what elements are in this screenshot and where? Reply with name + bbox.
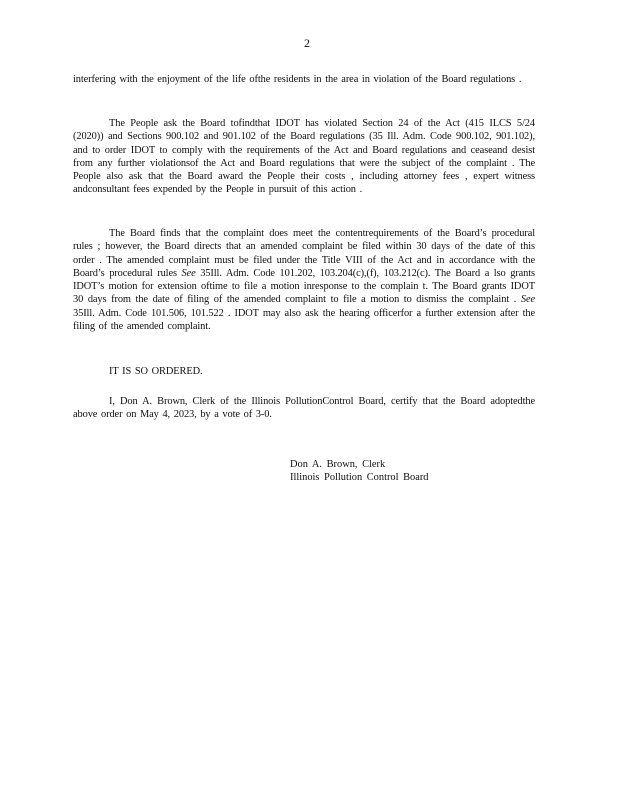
signature-block: [290, 458, 429, 485]
board-finding-text: [73, 227, 535, 333]
board-finding-text-part-3: 35Ill. Adm. Code 101.506, 101.522 . IDOT may also ask the hearing officerfor a further extension after the filing of the amended complaint.: [73, 307, 535, 333]
see-signal-1: See: [181, 267, 196, 279]
peoples-request-text: The People ask the Board tofindthat IDOT has violated Section 24 of the Act (415 ILCS 5/24 (2020)) and Sections 900.102 and 901.102 of the Board regulations (35 Ill. Adm. Code 900.102, 901.102), and to order IDOT to comply with the requirements of the Act and Board regulations and ceaseand desist from any further violationsof the Act and Board regulations that were the subject of the complaint . The People also ask that the Board award the People their costs , including attorney fees , expert witness andconsultant fees expended by the People in pursuit of this action .: [73, 118, 535, 196]
certification-paragraph: [73, 395, 535, 435]
see-signal-2: See: [520, 294, 535, 306]
so-ordered-paragraph: [73, 365, 535, 392]
signature-name: Don A. Brown, Clerk: [290, 459, 386, 470]
peoples-request-paragraph: [73, 117, 535, 210]
board-finding-text-part-1: The Board finds that the complaint does meet the contentrequirements of the Board’s procedural rules ; however, the Board directs that an amended complaint be filed within 30 days of the date of this order . The amended complaint must be filed under the Title VIII of the Act and in accordance with the Board’s procedural rules: [73, 228, 535, 279]
board-finding-paragraph: [73, 227, 535, 347]
page-number: 2: [304, 36, 310, 50]
board-finding-text-part-2: 35Ill. Adm. Code 101.202, 103.204(c),(f), 103.212(c). The Board a lso grants IDOT’s motion for extension oftime to file a motion inresponse to the complain t. The Board grants IDOT 30 days from the date of filing of the amended complaint to file a motion to dismiss the complaint .: [73, 267, 536, 306]
continuation-paragraph: [73, 73, 535, 100]
so-ordered-text: IT IS SO ORDERED.: [109, 366, 203, 377]
certification-text: I, Don A. Brown, Clerk of the Illinois PollutionControl Board, certify that the Board adoptedthe above order on May 4, 2023, by a vote of 3-0.: [73, 396, 535, 421]
continuation-text: interfering with the enjoyment of the life ofthe residents in the area in violation of the Board regulations .: [73, 74, 522, 85]
signature-organization: Illinois Pollution Control Board: [290, 472, 429, 484]
